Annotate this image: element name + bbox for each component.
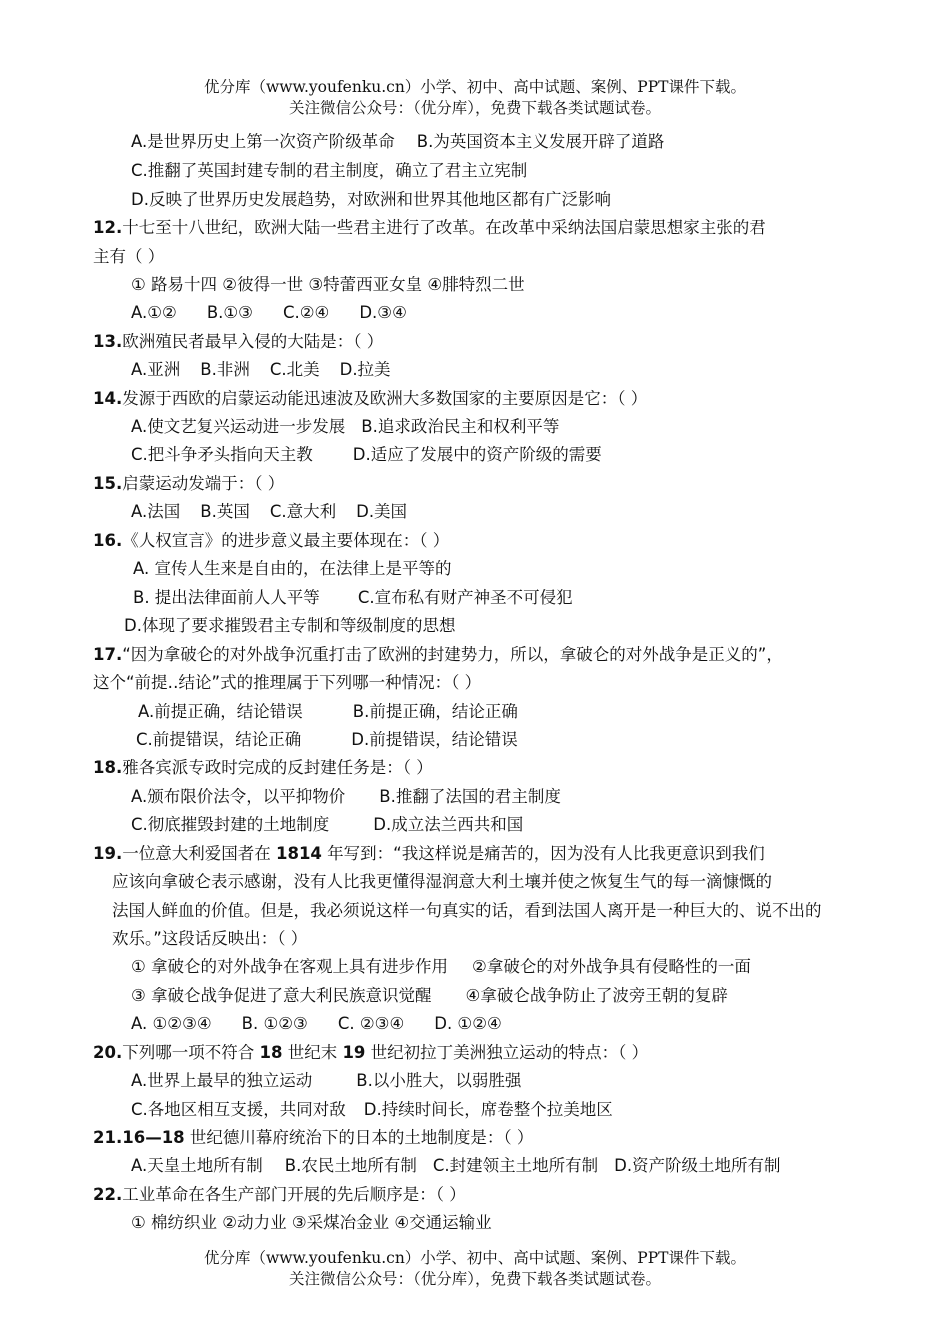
q21-option-a: A.天皇土地所有制 — [131, 1156, 263, 1175]
q14-options-cd — [131, 444, 602, 466]
q15-options — [131, 501, 407, 523]
q19-options — [131, 1013, 502, 1035]
q17-stem: 17.“因为拿破仑的对外战争沉重打击了欧洲的封建势力，所以，拿破仑的对外战争是正义的”， — [93, 645, 783, 664]
q18-options-cd — [131, 814, 523, 836]
q14-stem: 14.发源于西欧的启蒙运动能迅速波及欧洲大多数国家的主要原因是它：（ ） — [93, 389, 648, 408]
q19-stem-line-4: 欢乐。”这段话反映出：（ ） — [112, 929, 308, 948]
q15-stem: 15.启蒙运动发端于：（ ） — [93, 474, 285, 493]
q11-option-b: B.为英国资本主义发展开辟了道路 — [416, 132, 665, 151]
q20-stem: 20.下列哪一项不符合 18 世纪末 19 世纪初拉丁美洲独立运动的特点：（ ） — [93, 1043, 649, 1062]
q18-option-d: D.成立法兰西共和国 — [373, 815, 524, 834]
q22-items: ① 棉纺织业 ②动力业 ③采煤冶金业 ④交通运输业 — [131, 1213, 492, 1232]
header-line-1: 优分库（www.youfenku.cn）小学、初中、高中试题、案例、PPT课件下载。 — [203, 78, 747, 96]
q16-number: 16. — [93, 531, 123, 550]
q14-number: 14. — [93, 389, 123, 408]
q16-option-c: C.宣布私有财产神圣不可侵犯 — [357, 588, 573, 607]
q14-option-d: D.适应了发展中的资产阶级的需要 — [352, 445, 602, 464]
q21-stem: 21.16—18 世纪德川幕府统治下的日本的土地制度是：（ ） — [93, 1128, 534, 1147]
q12-stem-cont: 主有（ ） — [93, 247, 165, 266]
q20-options-cd — [131, 1099, 613, 1121]
q19-option-b: B. ①②③ — [241, 1014, 308, 1033]
q14-option-b: B.追求政治民主和权利平等 — [361, 417, 560, 436]
q19-items-34 — [131, 985, 728, 1007]
q13-option-a: A.亚洲 — [131, 360, 181, 379]
q20-number: 20. — [93, 1043, 123, 1062]
q15-option-a: A.法国 — [131, 502, 181, 521]
q21-option-c: C.封建领主土地所有制 — [432, 1156, 599, 1175]
q15-number: 15. — [93, 474, 123, 493]
q20-option-d: D.持续时间长，席卷整个拉美地区 — [363, 1100, 613, 1119]
q12-option-c: C.②④ — [282, 303, 330, 322]
q17-options-cd — [136, 729, 518, 751]
q18-stem: 18.雅各宾派专政时完成的反封建任务是：（ ） — [93, 758, 433, 777]
q18-option-c: C.彻底摧毁封建的土地制度 — [131, 815, 330, 834]
q13-option-b: B.非洲 — [200, 360, 250, 379]
q15-option-d: D.美国 — [356, 502, 408, 521]
q16-stem: 16.《人权宣言》的进步意义最主要体现在：（ ） — [93, 531, 450, 550]
q17-option-a: A.前提正确，结论错误 — [138, 702, 303, 721]
q14-option-c: C.把斗争矛头指向天主教 — [131, 445, 313, 464]
q19-item-2: ②拿破仑的对外战争具有侵略性的一面 — [472, 957, 751, 976]
q19-item-4: ④拿破仑战争防止了波旁王朝的复辟 — [465, 986, 728, 1005]
q12-items: ① 路易十四 ②彼得一世 ③特蕾西亚女皇 ④腓特烈二世 — [131, 275, 525, 294]
q21-number: 21. — [93, 1128, 123, 1147]
q16-option-a: A. 宣传人生来是自由的，在法律上是平等的 — [133, 559, 452, 578]
q17-option-c: C.前提错误，结论正确 — [136, 730, 302, 749]
q13-options — [131, 359, 391, 381]
q18-options-ab — [131, 786, 561, 808]
q17-option-d: D.前提错误，结论错误 — [351, 730, 518, 749]
q12-stem: 12.十七至十八世纪，欧洲大陆一些君主进行了改革。在改革中采纳法国启蒙思想家主张的君 — [93, 218, 766, 237]
q11-option-d: D.反映了世界历史发展趋势，对欧洲和世界其他地区都有广泛影响 — [131, 190, 611, 209]
q21-options — [131, 1155, 781, 1177]
q18-option-b: B.推翻了法国的君主制度 — [379, 787, 561, 806]
q19-stem-line-3: 法国人鲜血的价值。但是，我必须说这样一句真实的话，看到法国人离开是一种巨大的、说不出的 — [112, 901, 822, 920]
q17-stem-cont: 这个“前提‥结论”式的推理属于下列哪一种情况：（ ） — [93, 673, 482, 692]
q19-stem-line-2: 应该向拿破仑表示感谢，没有人比我更懂得湿润意大利土壤并使之恢复生气的每一滴慷慨的 — [112, 872, 772, 891]
header-line-2: 关注微信公众号：（优分库），免费下载各类试题试卷。 — [288, 99, 661, 117]
q14-options-ab — [131, 416, 559, 438]
q19-item-3: ③ 拿破仑战争促进了意大利民族意识觉醒 — [131, 986, 432, 1005]
q11-option-c: C.推翻了英国封建专制的君主制度，确立了君主立宪制 — [131, 161, 528, 180]
q19-option-d: D. ①②④ — [434, 1014, 502, 1033]
q15-option-c: C.意大利 — [269, 502, 337, 521]
q16-option-b: B. 提出法律面前人人平等 — [133, 588, 320, 607]
q22-stem: 22.工业革命在各生产部门开展的先后顺序是：（ ） — [93, 1185, 466, 1204]
q19-items-12 — [131, 956, 751, 978]
q20-option-b: B.以小胜大，以弱胜强 — [356, 1071, 522, 1090]
q12-option-a: A.①② — [131, 303, 177, 322]
q19-item-1: ① 拿破仑的对外战争在客观上具有进步作用 — [131, 957, 449, 976]
q20-option-a: A.世界上最早的独立运动 — [131, 1071, 313, 1090]
q19-option-a: A. ①②③④ — [131, 1014, 212, 1033]
q12-option-d: D.③④ — [359, 303, 407, 322]
q17-number: 17. — [93, 645, 123, 664]
q11-option-a: A.是世界历史上第一次资产阶级革命 — [131, 132, 395, 151]
q16-option-d: D.体现了要求摧毁君主专制和等级制度的思想 — [124, 616, 456, 635]
q20-option-c: C.各地区相互支援，共同对敌 — [131, 1100, 346, 1119]
q17-option-b: B.前提正确，结论正确 — [352, 702, 518, 721]
q15-option-b: B.英国 — [200, 502, 250, 521]
q18-option-a: A.颁布限价法令，以平抑物价 — [131, 787, 346, 806]
q21-option-d: D.资产阶级土地所有制 — [614, 1156, 781, 1175]
q19-number: 19. — [93, 844, 123, 863]
q14-option-a: A.使文艺复兴运动进一步发展 — [131, 417, 346, 436]
q18-number: 18. — [93, 758, 123, 777]
q12-options — [131, 302, 407, 324]
page-footer — [0, 1248, 950, 1290]
q19-stem: 19.一位意大利爱国者在 1814 年写到：“我这样说是痛苦的，因为没有人比我更意识到我们 — [93, 844, 765, 863]
q19-option-c: C. ②③④ — [337, 1014, 405, 1033]
q13-stem: 13.欧洲殖民者最早入侵的大陆是：（ ） — [93, 332, 384, 351]
q13-option-d: D.拉美 — [339, 360, 391, 379]
q11-options-ab — [131, 131, 664, 153]
q20-options-ab — [131, 1070, 521, 1092]
q13-option-c: C.北美 — [269, 360, 320, 379]
q21-option-b: B.农民土地所有制 — [284, 1156, 417, 1175]
q12-number: 12. — [93, 218, 123, 237]
footer-line-1: 优分库（www.youfenku.cn）小学、初中、高中试题、案例、PPT课件下载。 — [203, 1249, 747, 1267]
q12-option-b: B.①③ — [206, 303, 253, 322]
q17-options-ab — [138, 701, 518, 723]
q16-options-bc — [133, 587, 573, 609]
page-header — [0, 77, 950, 119]
footer-line-2: 关注微信公众号：（优分库），免费下载各类试题试卷。 — [288, 1270, 661, 1288]
q13-number: 13. — [93, 332, 123, 351]
q22-number: 22. — [93, 1185, 123, 1204]
